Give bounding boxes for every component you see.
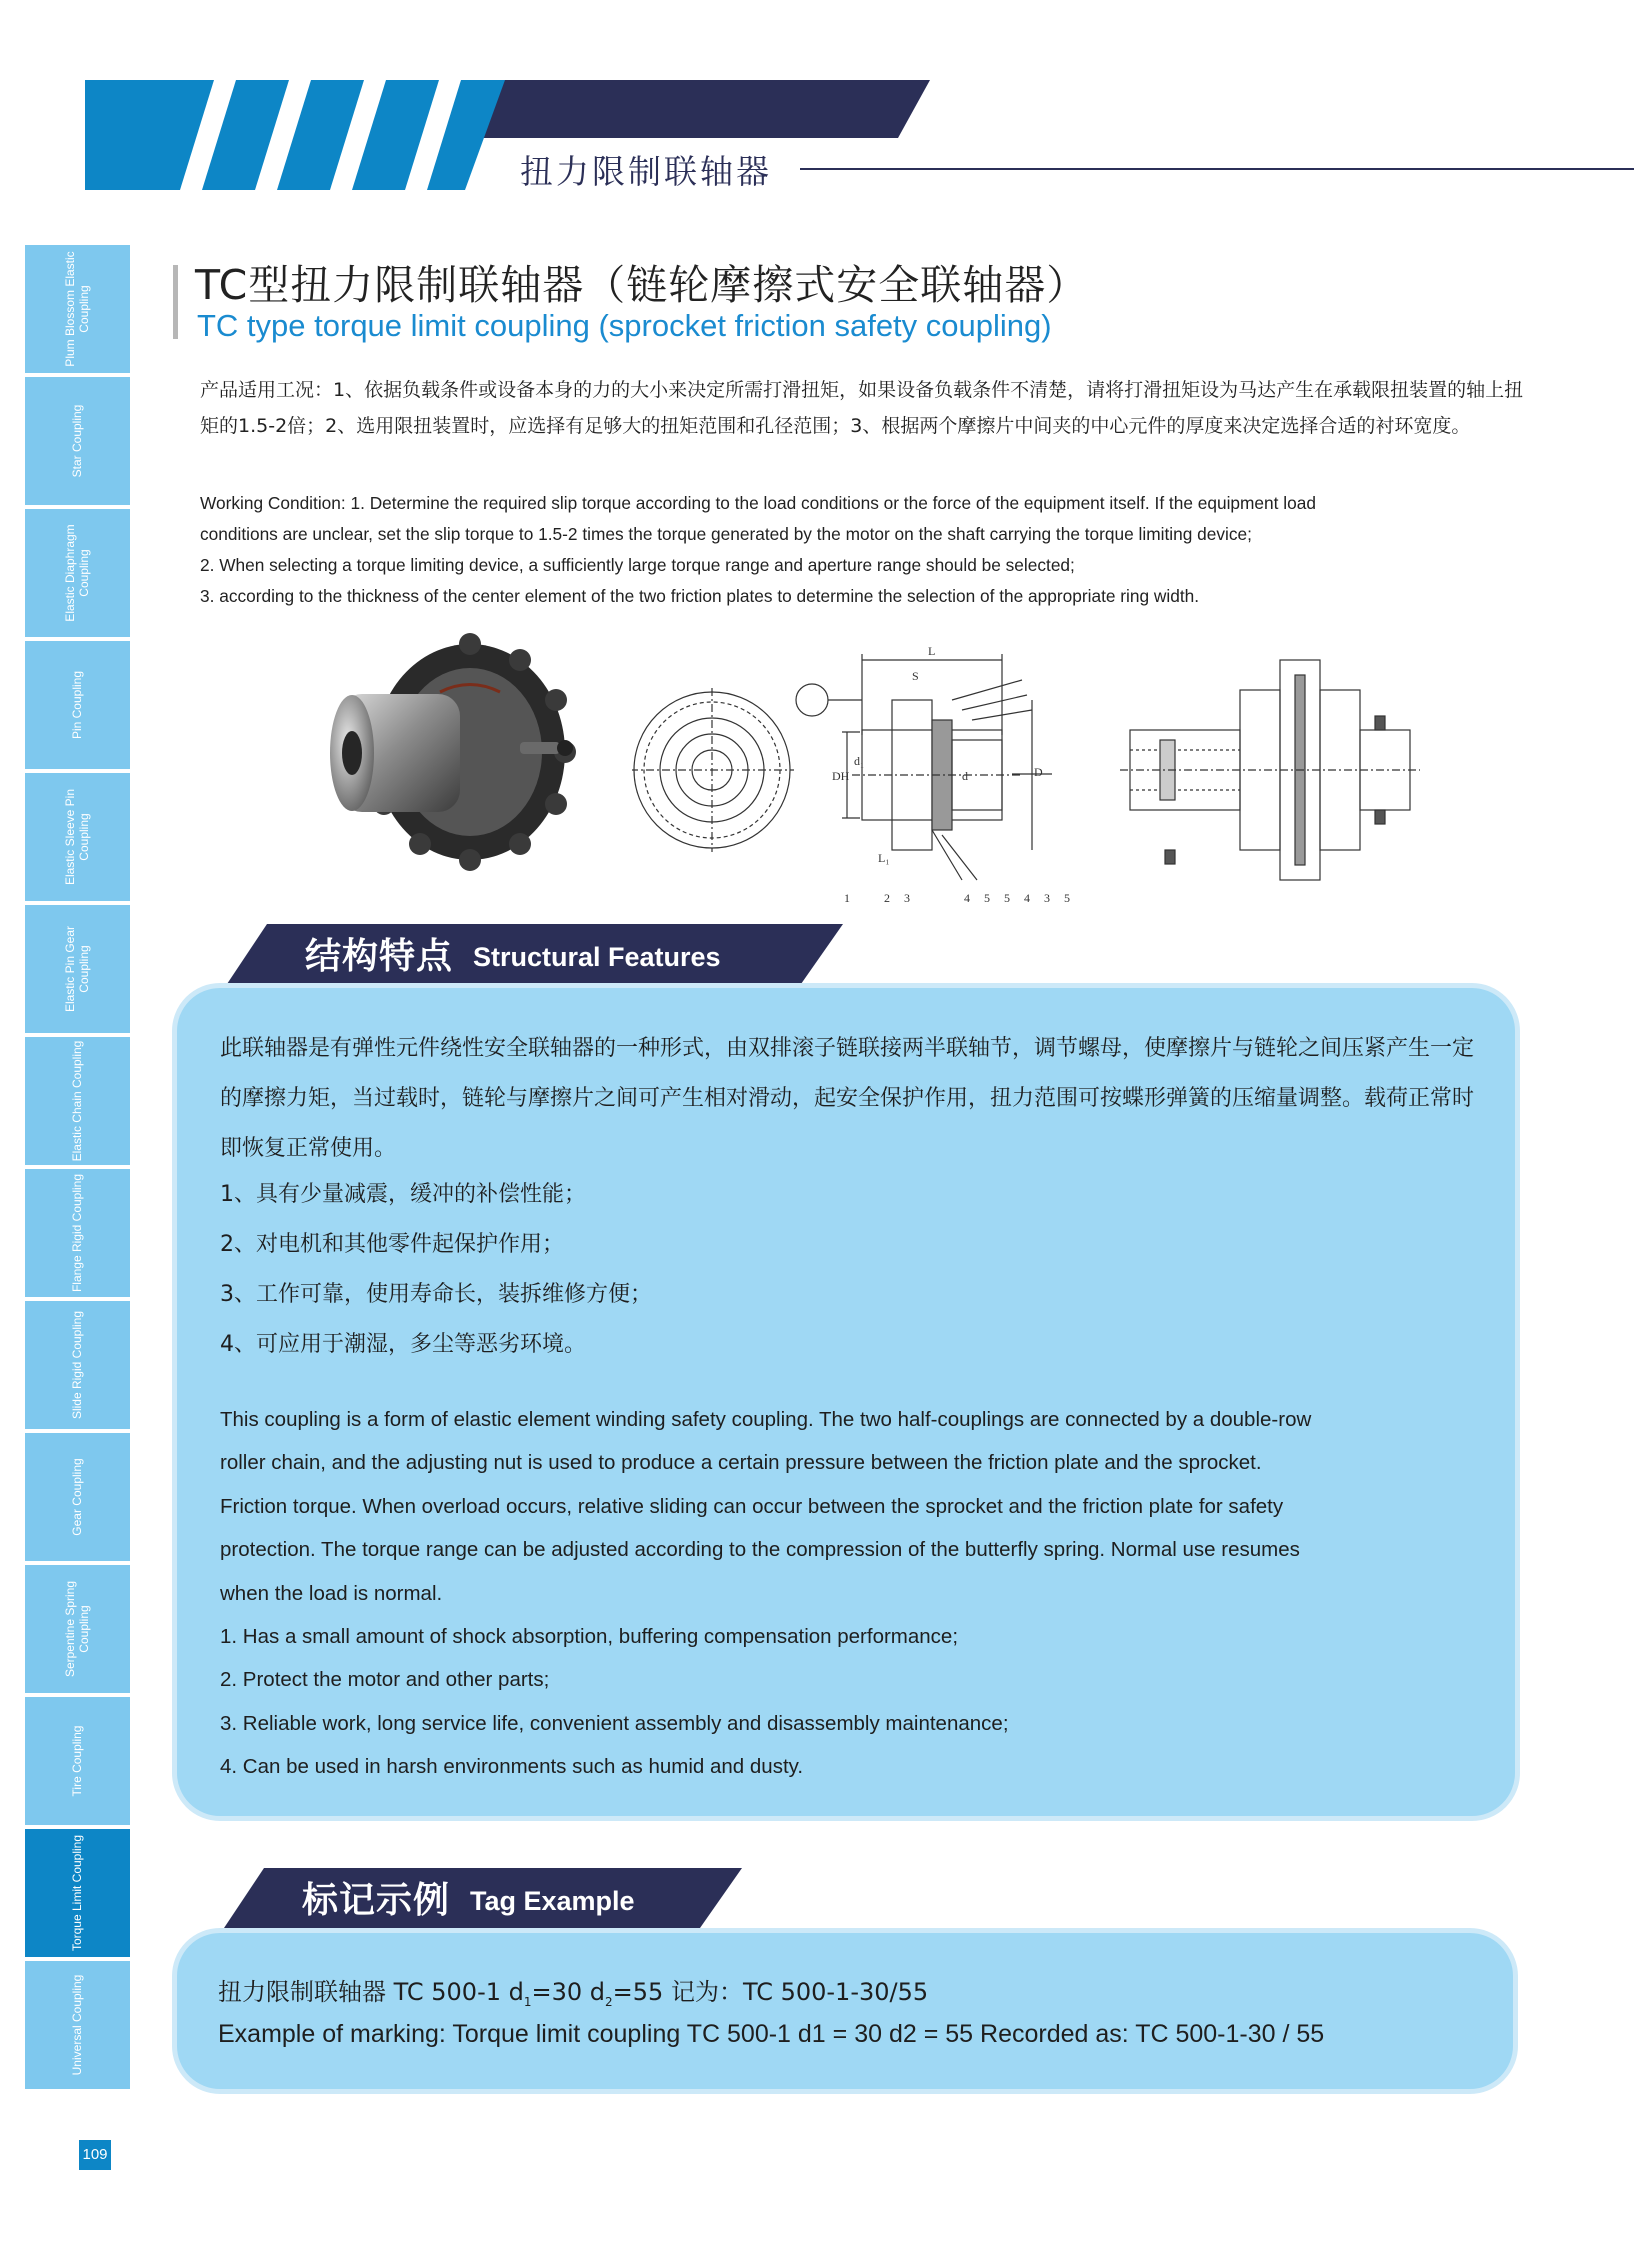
sidebar-item-pin[interactable]	[25, 641, 130, 769]
conditions-en-line: conditions are unclear, set the slip torque to 1.5-2 times the torque generated by the motor on the shaft carrying the torque limiting device;	[200, 524, 1252, 544]
tag-cn-sub1: 1	[523, 1994, 532, 2009]
technical-drawing-front-section	[632, 640, 1092, 910]
page-title-en: TC type torque limit coupling (sprocket friction safety coupling)	[197, 308, 1052, 343]
tag-cn-mid: =30 d	[531, 1978, 606, 2006]
tag-cn-prefix: 扭力限制联轴器 TC 500-1 d	[218, 1978, 524, 2006]
features-tab	[225, 922, 845, 984]
technical-drawing-assembly	[1120, 650, 1420, 890]
part-label: 2	[884, 891, 890, 905]
sidebar-item-serpentine-spring[interactable]	[25, 1565, 130, 1693]
part-label: 5	[984, 891, 990, 905]
header-banner	[0, 78, 1634, 198]
sidebar-item-label: Star Coupling	[70, 404, 84, 478]
features-en-text	[220, 1398, 1500, 1789]
sidebar-item-gear[interactable]	[25, 1433, 130, 1561]
tag-example-cn	[218, 1972, 928, 2009]
product-photo	[320, 622, 580, 872]
dim-L: L	[928, 644, 936, 658]
conditions-en-line: 2. When selecting a torque limiting device, a sufficiently large torque range and aperture range should be selected;	[200, 555, 1075, 575]
coupling-section-view	[796, 654, 1052, 880]
sidebar-item-plum-blossom[interactable]	[25, 245, 130, 373]
list-item: 2、对电机和其他零件起保护作用；	[220, 1232, 564, 1257]
tag-example-panel	[172, 1928, 1518, 2094]
sidebar-item-label: Flange Rigid Coupling	[70, 1173, 84, 1293]
part-label: 3	[904, 891, 910, 905]
sidebar-item-universal[interactable]	[25, 1961, 130, 2089]
dim-DH: DH	[832, 769, 850, 783]
tag-tab-cn: 标记示例	[302, 1880, 451, 1921]
title-accent-bar	[173, 265, 178, 339]
page-number: 109	[79, 2140, 111, 2170]
features-cn-paragraph: 此联轴器是有弹性元件绕性安全联轴器的一种形式，由双排滚子链联接两半联轴节，调节螺母，使摩擦片与链轮之间压紧产生一定的摩擦力矩，当过载时，链轮与摩擦片之间可产生相对滑动，起安全保护作用，扭力范围可按蝶形弹簧的压缩量调整。载荷正常时即恢复正常使用。	[220, 1036, 1475, 1161]
sidebar-item-flange-rigid[interactable]	[25, 1169, 130, 1297]
sidebar-item-star[interactable]	[25, 377, 130, 505]
sidebar-item-elastic-diaphragm[interactable]	[25, 509, 130, 637]
sidebar-item-label: Slide Rigid Coupling	[70, 1310, 84, 1420]
features-en-line: when the load is normal.	[220, 1581, 443, 1605]
list-item: 1、具有少量减震，缓冲的补偿性能；	[220, 1182, 586, 1207]
sidebar-item-label: Elastic Sleeve Pin Coupling	[63, 788, 91, 886]
features-en-line: 2. Protect the motor and other parts;	[220, 1668, 550, 1692]
page-title-cn: TC型扭力限制联轴器（链轮摩擦式安全联轴器）	[195, 261, 1089, 309]
working-conditions-cn: 产品适用工况：1、依据负载条件或设备本身的力的大小来决定所需打滑扭矩，如果设备负载条件不清楚，请将打滑扭矩设为马达产生在承载限扭装置的轴上扭矩的1.5-2倍；2、选用限扭装置时，应选择有足够大的扭矩范围和孔径范围；3、根据两个摩擦片中间夹的中心元件的厚度来决定选择合适的衬环宽度。	[200, 379, 1524, 437]
features-en-line: 1. Has a small amount of shock absorption, buffering compensation performance;	[220, 1625, 959, 1649]
features-cn-list	[220, 1170, 1480, 1370]
sidebar-item-label: Gear Coupling	[70, 1458, 84, 1536]
sidebar-item-label: Elastic Chain Coupling	[70, 1040, 84, 1162]
tag-tab	[222, 1866, 742, 1928]
part-label: 3	[1044, 891, 1050, 905]
sidebar-item-tire[interactable]	[25, 1697, 130, 1825]
features-en-line: 4. Can be used in harsh environments such as humid and dusty.	[220, 1755, 804, 1779]
header-title: 扭力限制联轴器	[520, 152, 772, 191]
list-item: 3、工作可靠，使用寿命长，装拆维修方便；	[220, 1282, 652, 1307]
sidebar-item-label: Elastic Pin Gear Coupling	[63, 925, 91, 1013]
features-en-line: 3. Reliable work, long service life, convenient assembly and disassembly maintenance;	[220, 1711, 1009, 1735]
sidebar-item-elastic-chain[interactable]	[25, 1037, 130, 1165]
sidebar-item-label: Torque Limit Coupling	[70, 1834, 84, 1952]
sidebar-item-torque-limit[interactable]	[25, 1829, 130, 1957]
tag-cn-suffix: =55 记为：TC 500-1-30/55	[612, 1978, 929, 2006]
conditions-en-line: 3. according to the thickness of the center element of the two friction plates to determine the selection of the appropriate ring width.	[200, 586, 1200, 606]
features-en-line: Friction torque. When overload occurs, relative sliding can occur between the sprocket and the friction plate for safety	[220, 1494, 1284, 1518]
sidebar-item-label: Plum Blossom Elastic Coupling	[63, 251, 91, 367]
conditions-en-line: Working Condition: 1. Determine the required slip torque according to the load conditions or the force of the equipment itself. If the equipment load	[200, 493, 1316, 513]
features-en-line: This coupling is a form of elastic element winding safety coupling. The two half-couplings are connected by a double-row	[220, 1408, 1312, 1431]
sidebar-item-label: Serpentine Spring Coupling	[63, 1580, 91, 1678]
list-item: 4、可应用于潮湿，多尘等恶劣环境。	[220, 1332, 586, 1357]
sidebar-item-label: Pin Coupling	[70, 670, 84, 740]
sidebar	[25, 245, 130, 2093]
dim-S: S	[912, 669, 919, 683]
tag-example-en: Example of marking: Torque limit coupling TC 500-1 d1 = 30 d2 = 55 Recorded as: TC 500-1-30 / 55	[218, 2020, 1325, 2048]
dim-d: d	[962, 769, 968, 783]
part-label: 5	[1064, 891, 1070, 905]
sidebar-item-label: Universal Coupling	[70, 1974, 84, 2076]
part-label: 4	[1024, 891, 1030, 905]
features-tab-en: Structural Features	[473, 942, 721, 972]
sidebar-item-label: Tire Coupling	[70, 1725, 84, 1797]
tag-tab-en: Tag Example	[470, 1886, 635, 1916]
sidebar-item-elastic-sleeve-pin[interactable]	[25, 773, 130, 901]
dim-D: D	[1034, 765, 1043, 779]
working-conditions-en	[200, 488, 1540, 612]
part-label: 5	[1004, 891, 1010, 905]
dim-d1: d₁	[854, 754, 865, 768]
sidebar-item-label: Elastic Diaphragm Coupling	[63, 524, 91, 622]
header-rule	[800, 168, 1634, 170]
sidebar-item-slide-rigid[interactable]	[25, 1301, 130, 1429]
sidebar-item-elastic-pin-gear[interactable]	[25, 905, 130, 1033]
features-tab-cn: 结构特点	[305, 936, 454, 977]
part-label: 4	[964, 891, 970, 905]
features-en-line: protection. The torque range can be adjusted according to the compression of the butterfly spring. Normal use resumes	[220, 1538, 1300, 1562]
part-label: 1	[844, 891, 850, 905]
dim-L1: L₁	[878, 851, 890, 865]
features-en-line: roller chain, and the adjusting nut is used to produce a certain pressure between the friction plate and the sprocket.	[220, 1451, 1262, 1475]
sprocket-front-view	[632, 688, 794, 852]
tag-cn-sub2: 2	[605, 1994, 613, 2009]
